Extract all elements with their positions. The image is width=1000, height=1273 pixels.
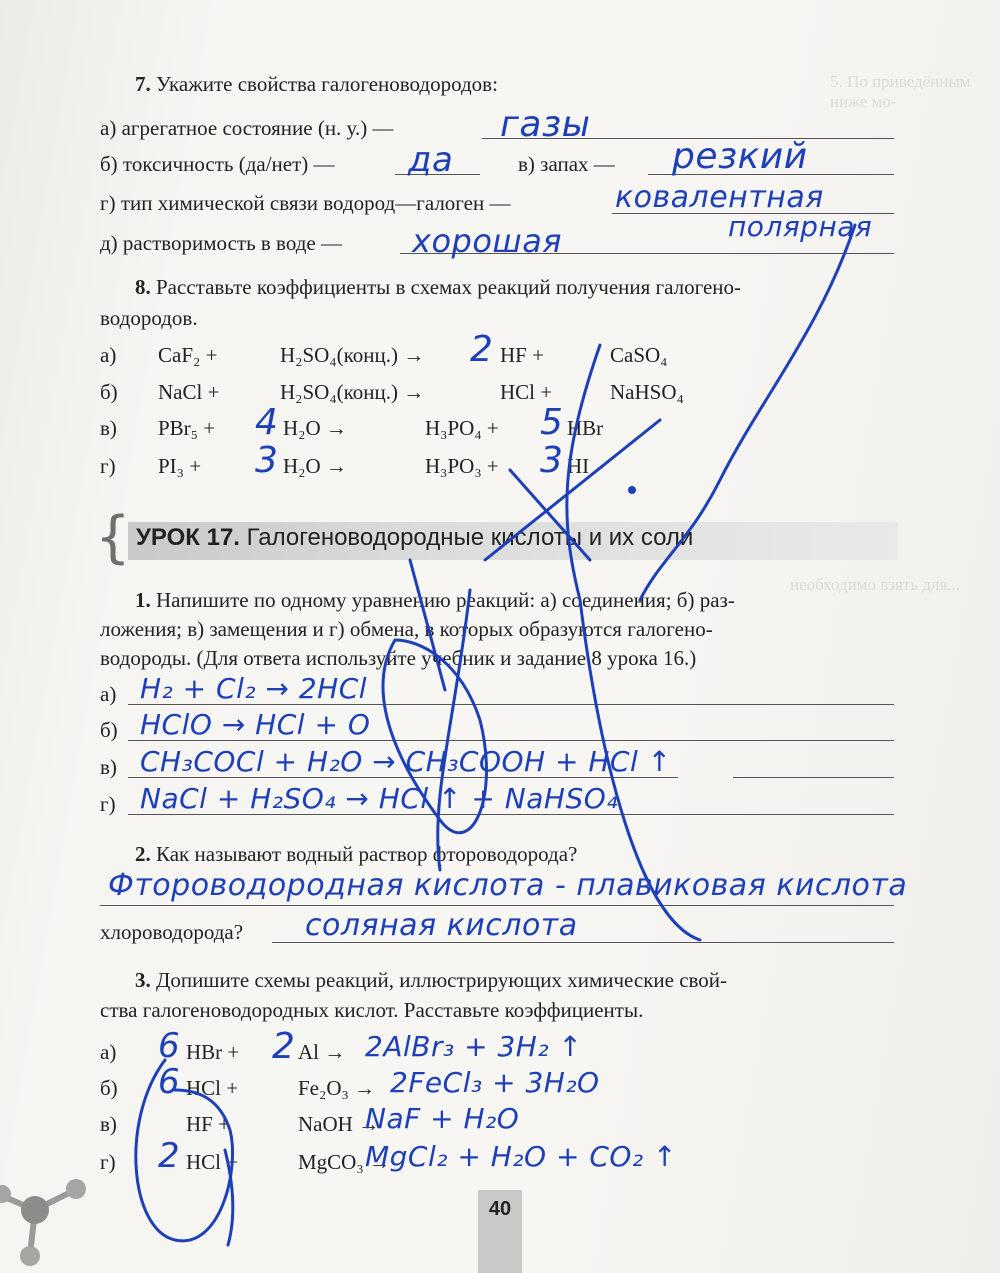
l1-row-label: б) — [100, 718, 118, 742]
q7-g-answer: ковалентная — [615, 180, 824, 215]
l2-answer-2: соляная кислота — [305, 908, 578, 943]
q8-product-1: H₃PO₄ + — [425, 416, 499, 440]
l3-reactant-1: HBr + — [186, 1040, 240, 1064]
l3-reactant-2: NaOH → — [298, 1112, 380, 1136]
q7-title: 7. Укажите свойства галогеноводородов: — [135, 72, 498, 96]
q7-b-label: б) токсичность (да/нет) — — [100, 152, 335, 176]
q8-product-2: NaHSO₄ — [610, 380, 684, 404]
q7-d-answer: хорошая — [412, 222, 563, 260]
q8-reactant-2: H₂O → — [283, 416, 347, 440]
q8-reactant-2: H₂O → — [283, 454, 347, 478]
q8-coef-3: 2 — [470, 329, 494, 370]
molecule-icon — [0, 1150, 110, 1273]
lesson-title: УРОК 17. Галогеноводородные кислоты и их соли — [136, 524, 694, 551]
l3-row-label: а) — [100, 1040, 117, 1064]
q8-row-label: г) — [100, 454, 116, 478]
l1-row-label: а) — [100, 682, 117, 706]
l1-answer: NaCl + H₂SO₄ → HCl ↑ + NaHSO₄ — [140, 782, 618, 815]
q7-v-label: в) запах — — [518, 152, 615, 176]
bleed-through-text: 5. По приведённым ниже мо- — [830, 72, 971, 111]
l3-reactant-2: Fe₂O₃ → — [298, 1076, 376, 1100]
q8-product-2: CaSO₄ — [610, 343, 668, 367]
q8-reactant-1: NaCl + — [158, 380, 220, 404]
bleed-through-text: необходимо взять для... — [790, 575, 960, 594]
l3-title: 3. Допишите схемы реакций, иллюстрирующих химические свой- — [135, 968, 728, 992]
q8-row-label: б) — [100, 380, 118, 404]
q8-reactant-1: PBr₅ + — [158, 416, 216, 440]
q7-d-label: д) растворимость в воде — — [100, 231, 342, 255]
page-number: 40 — [478, 1190, 522, 1273]
l3-coef-2: 2 — [272, 1026, 296, 1067]
l2-title: 2. Как называют водный раствор фтороводорода? — [135, 842, 578, 866]
l1-answer: H₂ + Cl₂ → 2HCl — [140, 672, 368, 705]
l1-title: 1. Напишите по одному уравнению реакций: а) соединения; б) раз- — [135, 588, 735, 612]
l3-row-label: в) — [100, 1112, 117, 1136]
l1-row-label: г) — [100, 792, 116, 816]
l3-answer: NaF + H₂O — [365, 1102, 520, 1135]
answer-line — [100, 905, 894, 906]
q8-reactant-1: CaF₂ + — [158, 343, 218, 367]
q8-coef-4: 3 — [540, 440, 564, 481]
lesson-header — [95, 505, 893, 570]
q7-a-answer: газы — [500, 104, 591, 145]
q8-product-2: HI — [567, 454, 590, 478]
q7-v-answer: резкий — [672, 136, 808, 177]
l1-answer: HClO → HCl + O — [140, 708, 371, 741]
l3-reactant-1: HCl + — [186, 1076, 239, 1100]
l3-answer: 2FeCl₃ + 3H₂O — [390, 1066, 600, 1099]
l1-title-cont: водороды. (Для ответа используйте учебник и задание 8 урока 16.) — [100, 646, 697, 670]
l3-reactant-1: HCl + — [186, 1150, 239, 1174]
l3-reactant-2: Al → — [298, 1040, 346, 1064]
q8-reactant-1: PI₃ + — [158, 454, 202, 478]
answer-line — [733, 777, 894, 778]
l3-coef-1: 2 — [158, 1136, 181, 1176]
q8-coef-2: 4 — [255, 402, 279, 443]
q7-g-answer-2: полярная — [728, 210, 873, 243]
q8-coef-2: 3 — [255, 440, 279, 481]
q8-product-1: HCl + — [500, 380, 553, 404]
l3-reactant-1: HF + — [186, 1112, 230, 1136]
l3-answer: MgCl₂ + H₂O + CO₂ ↑ — [365, 1140, 678, 1173]
l3-title-cont: ства галогеноводородных кислот. Расставьте коэффициенты. — [100, 998, 644, 1022]
l3-row-label: г) — [100, 1150, 116, 1174]
l3-row-label: б) — [100, 1076, 118, 1100]
l1-answer: CH₃COCl + H₂O → CH₃COOH + HCl ↑ — [140, 745, 672, 778]
q8-row-label: в) — [100, 416, 117, 440]
q8-product-2: HBr — [567, 416, 604, 440]
l2-answer-1: Фтороводородная кислота - плавиковая кислота — [108, 868, 908, 903]
l1-row-label: в) — [100, 755, 117, 779]
q8-product-1: H₃PO₃ + — [425, 454, 499, 478]
l2-label-2: хлороводорода? — [100, 920, 244, 944]
q8-title: 8. Расставьте коэффициенты в схемах реакций получения галогено- — [135, 275, 742, 299]
q7-a-label: а) агрегатное состояние (н. у.) — — [100, 116, 394, 140]
l3-coef-1: 6 — [158, 1026, 181, 1066]
brace-icon: { — [95, 505, 131, 570]
q8-reactant-2: H₂SO₄(конц.) → — [280, 380, 425, 404]
l3-coef-1: 6 — [158, 1062, 181, 1102]
q8-reactant-2: H₂SO₄(конц.) → — [280, 343, 425, 367]
q7-b-answer: да — [408, 140, 454, 180]
l3-answer: 2AlBr₃ + 3H₂ ↑ — [365, 1030, 583, 1063]
q8-row-label: а) — [100, 343, 117, 367]
q8-title-cont: водородов. — [100, 306, 198, 330]
l1-title-cont: ложения; в) замещения и г) обмена, в которых образуются галогено- — [100, 617, 713, 641]
l3-reactant-2: MgCO₃ → — [298, 1150, 390, 1174]
q7-g-label: г) тип химической связи водород—галоген — — [100, 191, 511, 215]
q8-product-1: HF + — [500, 343, 544, 367]
q8-coef-4: 5 — [540, 402, 564, 443]
